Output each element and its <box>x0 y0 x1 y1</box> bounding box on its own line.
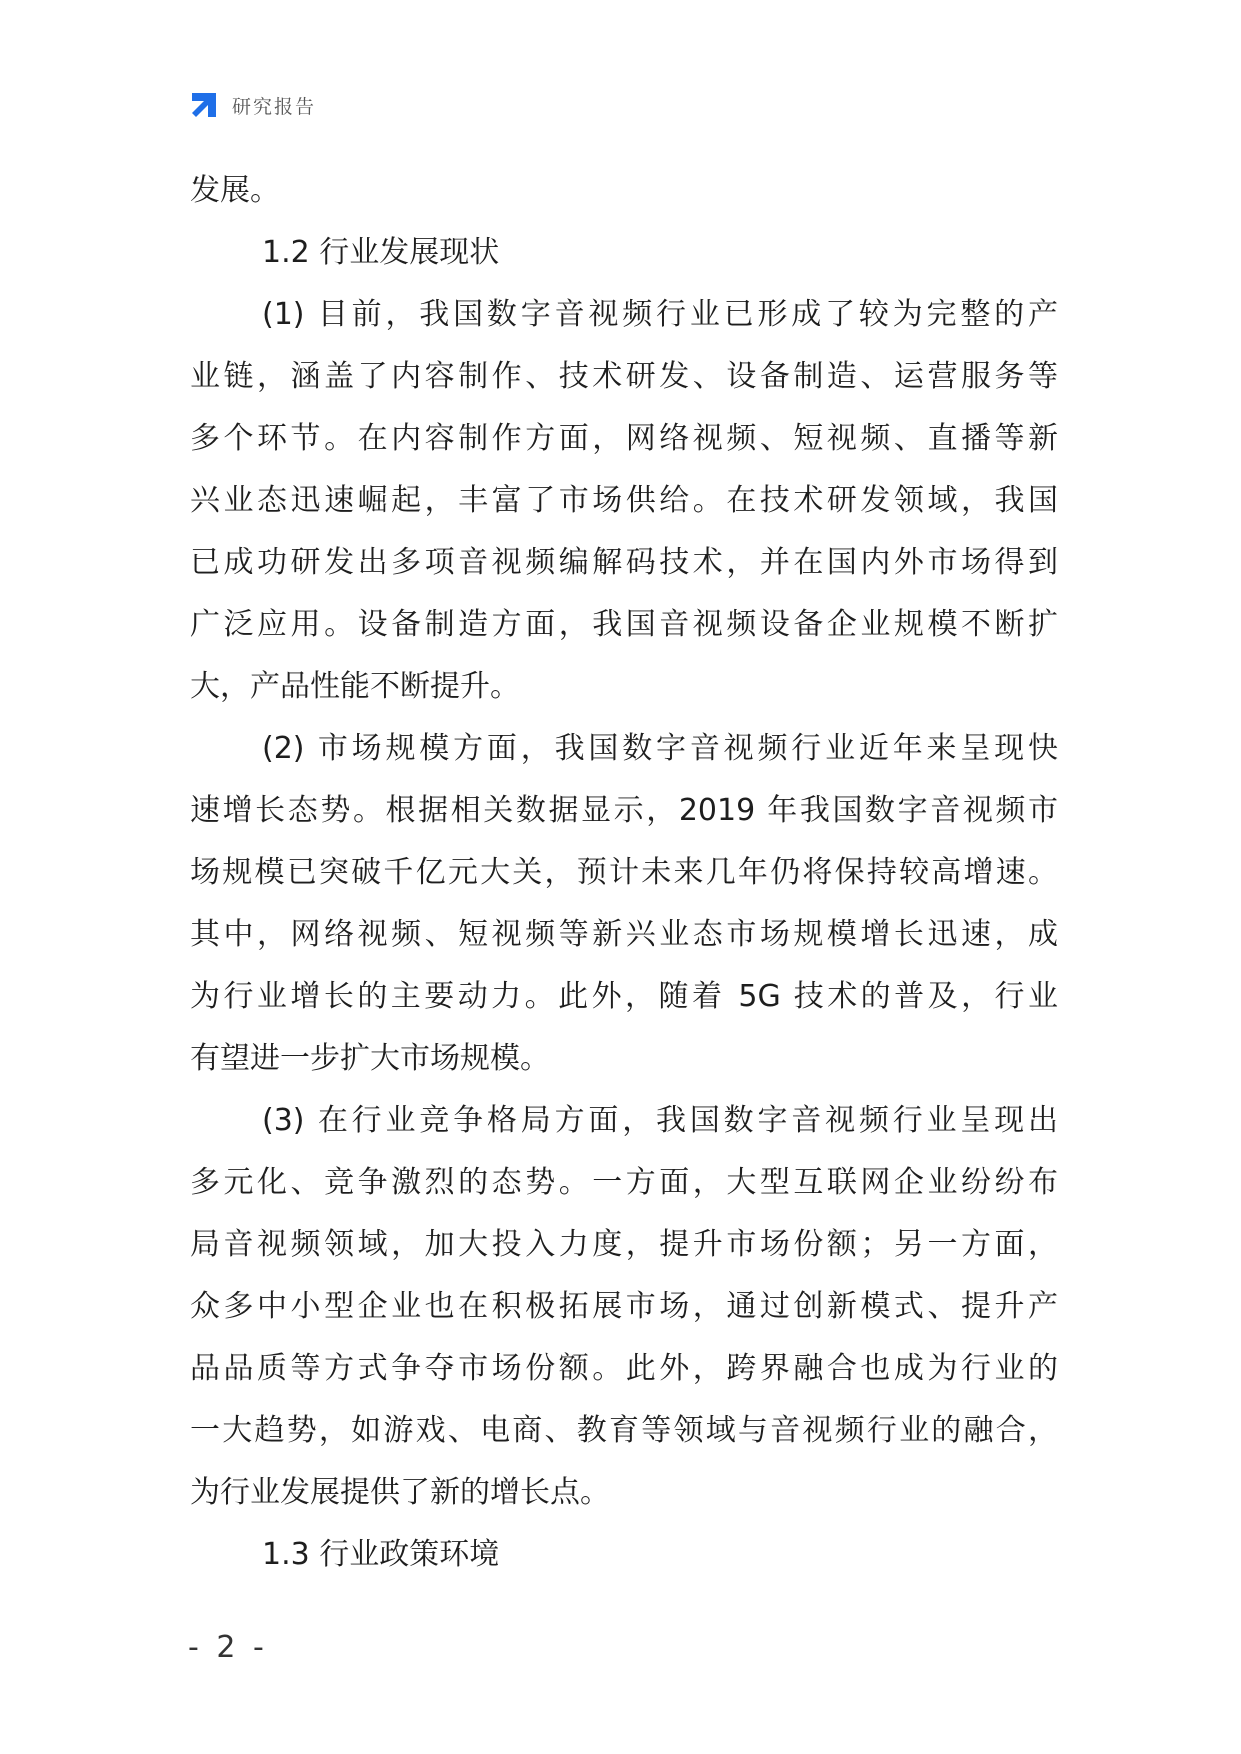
paragraph-1-line: 广泛应用。设备制造方面，我国音视频设备企业规模不断扩 <box>190 607 1058 642</box>
paragraph-1-line: 多个环节。在内容制作方面，网络视频、短视频、直播等新 <box>190 421 1058 456</box>
paragraph-1-line: 兴业态迅速崛起，丰富了市场供给。在技术研发领域，我国 <box>190 483 1058 518</box>
paragraph-3-line: 一大趋势，如游戏、电商、教育等领域与音视频行业的融合， <box>190 1413 1058 1448</box>
paragraph-1-line: 大，产品性能不断提升。 <box>190 669 520 704</box>
paragraph-2-line: 其中，网络视频、短视频等新兴业态市场规模增长迅速，成 <box>190 917 1058 952</box>
section-heading-1-2: 1.2 行业发展现状 <box>262 235 500 270</box>
paragraph-1-line: 已成功研发出多项音视频编解码技术，并在国内外市场得到 <box>190 545 1058 580</box>
paragraph-3-line: 为行业发展提供了新的增长点。 <box>190 1475 610 1510</box>
page-header <box>188 88 316 122</box>
paragraph-2-line: 场规模已突破千亿元大关，预计未来几年仍将保持较高增速。 <box>190 855 1058 890</box>
paragraph-2-line: (2) 市场规模方面，我国数字音视频行业近年来呈现快 <box>262 731 1058 766</box>
paragraph-2-line: 速增长态势。根据相关数据显示，2019 年我国数字音视频市 <box>190 793 1058 828</box>
paragraph-3-line: 多元化、竞争激烈的态势。一方面，大型互联网企业纷纷布 <box>190 1165 1058 1200</box>
paragraph-3-line: 局音视频领域，加大投入力度，提升市场份额；另一方面， <box>190 1227 1058 1262</box>
paragraph-1-line: 业链，涵盖了内容制作、技术研发、设备制造、运营服务等 <box>190 359 1058 394</box>
section-heading-1-3: 1.3 行业政策环境 <box>262 1537 500 1572</box>
header-title: 研究报告 <box>232 95 317 118</box>
page-number: - 2 - <box>188 1630 268 1665</box>
text-line: 发展。 <box>190 173 280 208</box>
paragraph-1-line: (1) 目前，我国数字音视频行业已形成了较为完整的产 <box>262 297 1058 332</box>
paragraph-3-line: (3) 在行业竞争格局方面，我国数字音视频行业呈现出 <box>262 1103 1058 1138</box>
document-body <box>190 160 1058 1586</box>
paragraph-2-line: 为行业增长的主要动力。此外，随着 5G 技术的普及，行业 <box>190 979 1058 1014</box>
paragraph-2-line: 有望进一步扩大市场规模。 <box>190 1041 550 1076</box>
arrow-up-right-icon <box>188 89 220 121</box>
paragraph-3-line: 众多中小型企业也在积极拓展市场，通过创新模式、提升产 <box>190 1289 1058 1324</box>
paragraph-3-line: 品品质等方式争夺市场份额。此外，跨界融合也成为行业的 <box>190 1351 1058 1386</box>
